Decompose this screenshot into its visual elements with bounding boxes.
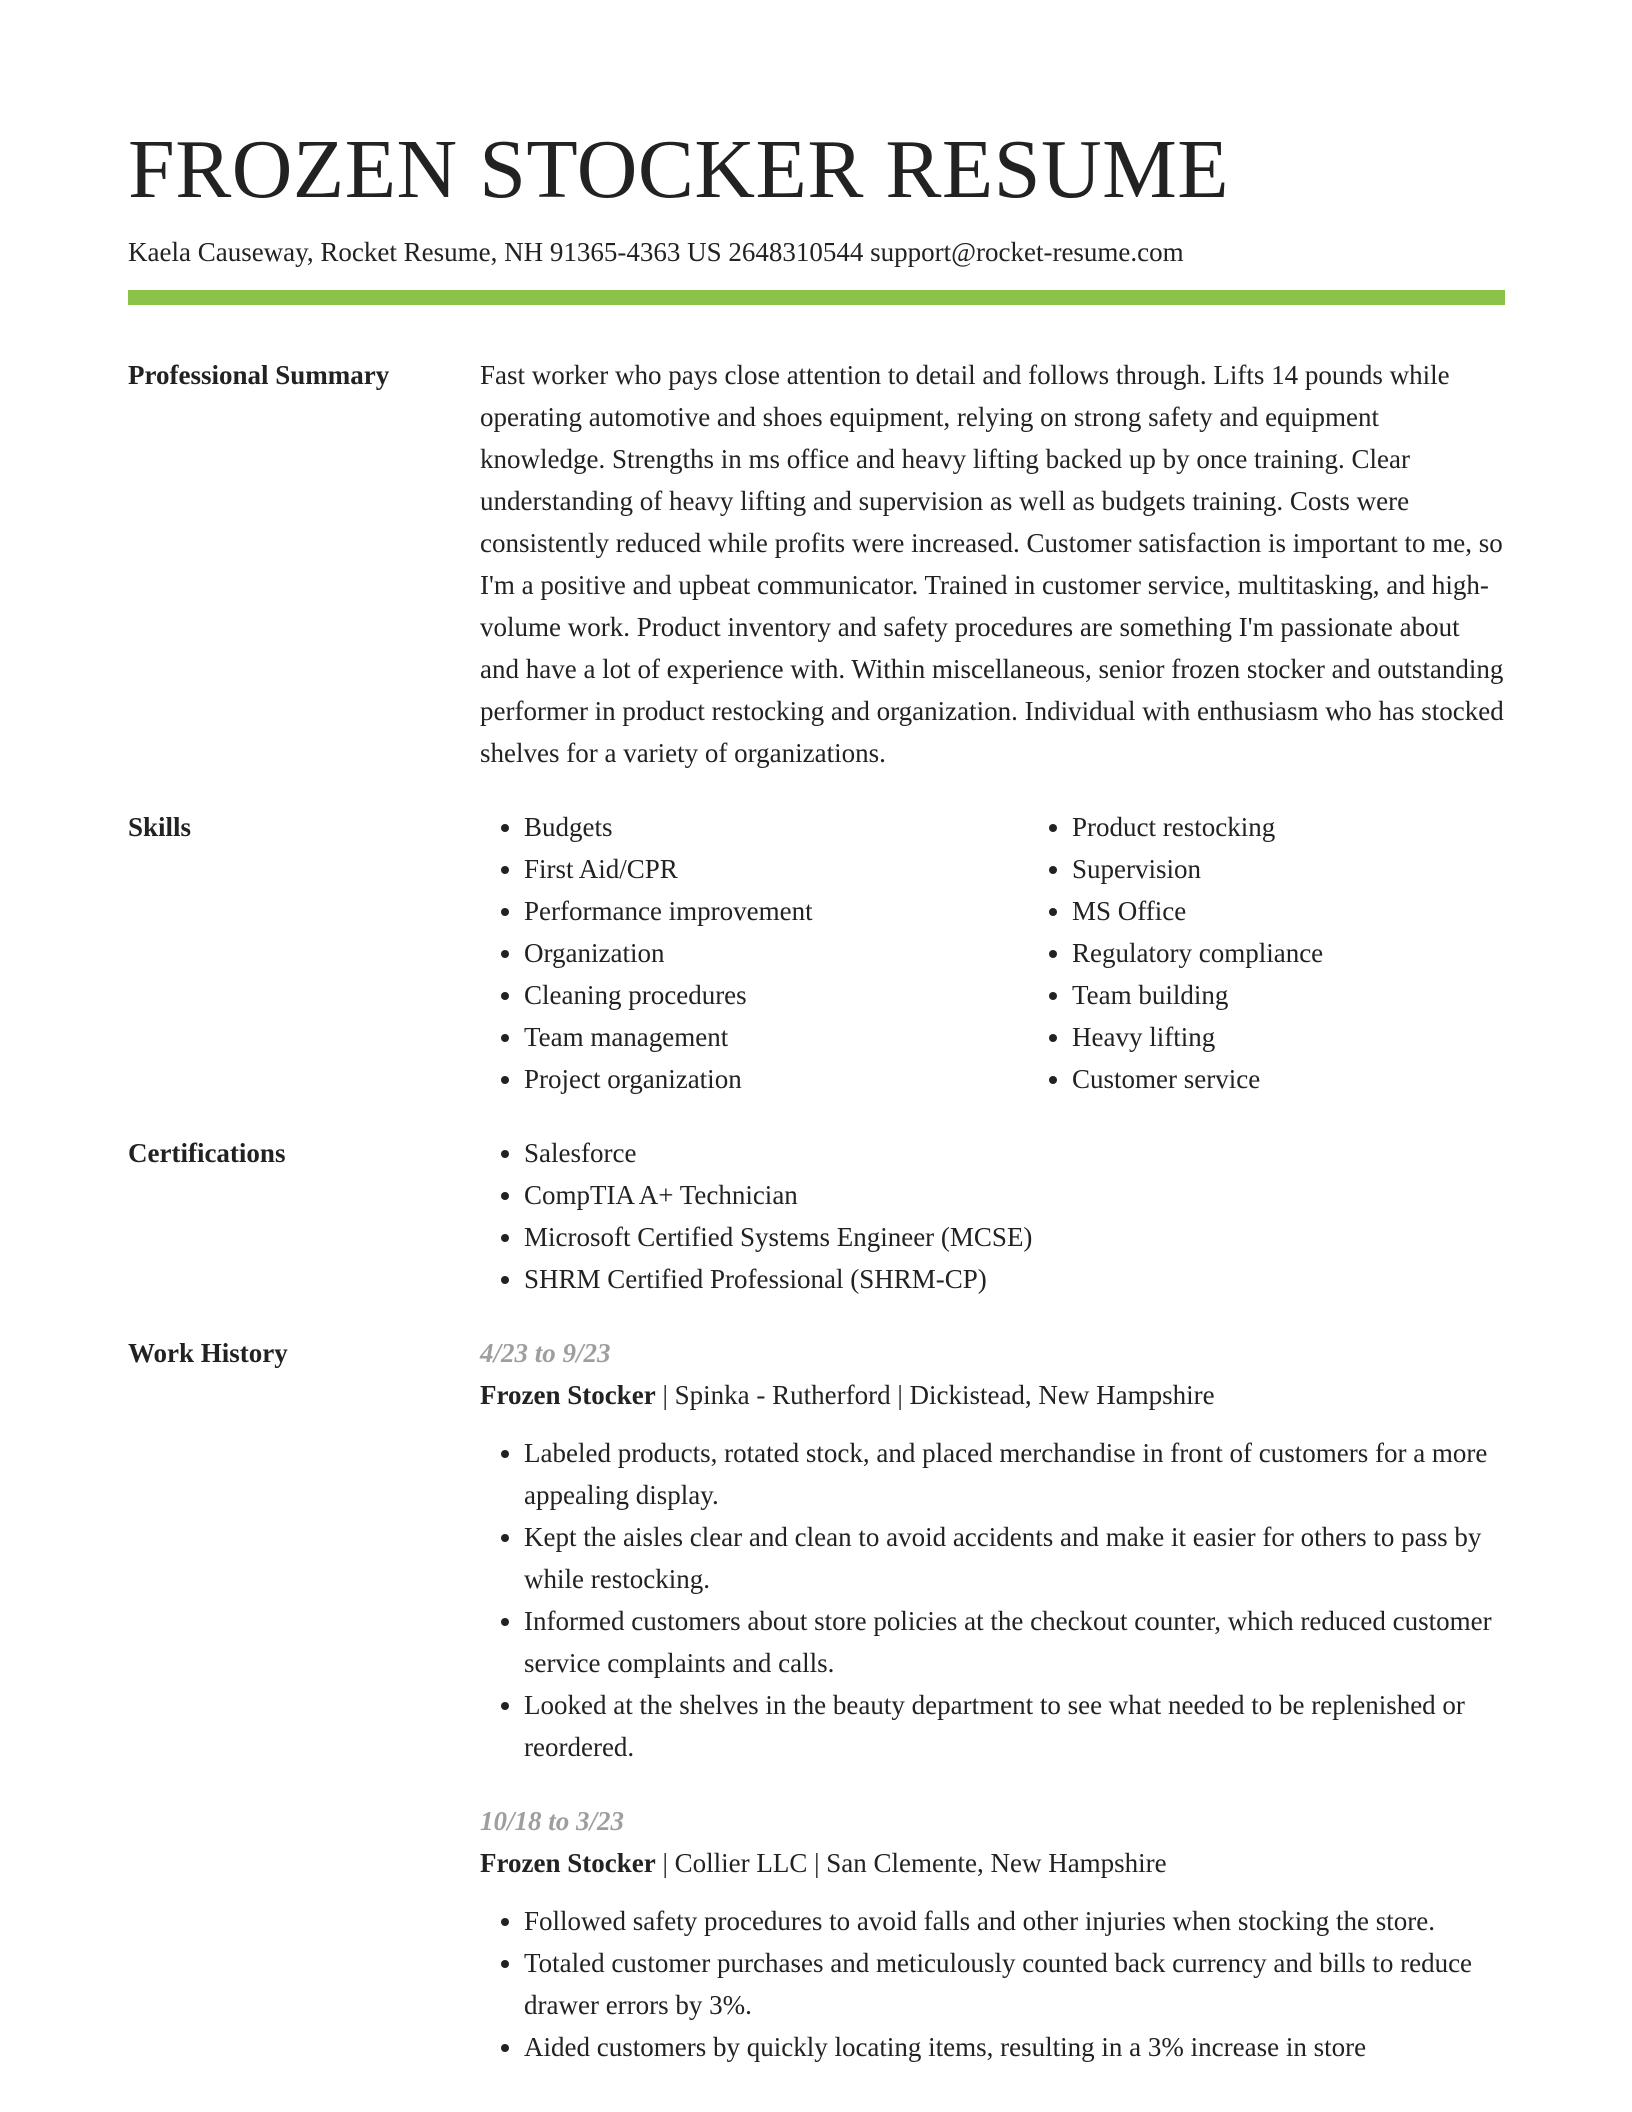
skill-item: • Team management (524, 1016, 1028, 1058)
skill-item: • Product restocking (1072, 806, 1549, 848)
skill-item: • Cleaning procedures (524, 974, 1028, 1016)
job-bullet: • Aided customers by quickly locating items, resulting in a 3% increase in store (524, 2026, 1505, 2068)
summary-label: Professional Summary (128, 360, 390, 390)
skill-item: • Team building (1072, 974, 1549, 1016)
work-history-section (128, 1332, 1505, 2068)
accent-divider (128, 290, 1505, 305)
certification-item: • Salesforce (524, 1132, 1505, 1174)
job-employer-location: | Collier LLC | San Clemente, New Hampshire (655, 1848, 1167, 1878)
skill-item: • Organization (524, 932, 1028, 974)
job-bullet: • Informed customers about store policies at the checkout counter, which reduced customer service complaints and calls. (524, 1600, 1505, 1684)
certifications-label: Certifications (128, 1138, 286, 1168)
skill-item: • Customer service (1072, 1058, 1549, 1100)
certifications-content (480, 1132, 1505, 1300)
work-history-content (480, 1332, 1505, 2068)
job-entry (480, 1800, 1505, 2068)
job-bullets (480, 1432, 1505, 1768)
resume-title: FROZEN STOCKER RESUME (128, 123, 1230, 216)
job-bullet: • Followed safety procedures to avoid falls and other injuries when stocking the store. (524, 1900, 1505, 1942)
job-heading (480, 1842, 1505, 1884)
certifications-section (128, 1132, 1505, 1300)
summary-content (480, 354, 1505, 774)
job-dates: 4/23 to 9/23 (480, 1338, 611, 1368)
work-history-label: Work History (128, 1338, 288, 1368)
skills-list-left (480, 806, 1028, 1100)
skill-item: • Regulatory compliance (1072, 932, 1549, 974)
skills-content (480, 806, 1505, 1100)
certifications-list (480, 1132, 1505, 1300)
job-title: Frozen Stocker (480, 1380, 656, 1410)
skill-item: • Supervision (1072, 848, 1549, 890)
skills-list-right (1028, 806, 1549, 1100)
job-entry (480, 1332, 1505, 1768)
job-heading (480, 1374, 1505, 1416)
job-title: Frozen Stocker (480, 1848, 656, 1878)
skill-item: • Heavy lifting (1072, 1016, 1549, 1058)
resume-page (128, 0, 1505, 2068)
skills-section (128, 806, 1505, 1100)
certification-item: • Microsoft Certified Systems Engineer (MCSE) (524, 1216, 1505, 1258)
skill-item: • First Aid/CPR (524, 848, 1028, 890)
skills-label: Skills (128, 812, 192, 842)
skill-item: • MS Office (1072, 890, 1549, 932)
certification-item: • CompTIA A+ Technician (524, 1174, 1505, 1216)
contact-line: Kaela Causeway, Rocket Resume, NH 91365-4363 US 2648310544 support@rocket-resume.com (128, 237, 1184, 267)
skill-item: • Budgets (524, 806, 1028, 848)
job-employer-location: | Spinka - Rutherford | Dickistead, New Hampshire (655, 1380, 1215, 1410)
summary-text: Fast worker who pays close attention to detail and follows through. Lifts 14 pounds while operating automotive and shoes equipment, relying on strong safety and equipment knowledge. Strengths in ms office and heavy lifting backed up by once training. Clear understanding of heavy lifting and supervision as well as budgets training. Costs were consistently reduced while profits were increased. Customer satisfaction is important to me, so I'm a positive and upbeat communicator. Trained in customer service, multitasking, and high-volume work. Product inventory and safety procedures are something I'm passionate about and have a lot of experience with. Within miscellaneous, senior frozen stocker and outstanding performer in product restocking and organization. Individual with enthusiasm who has stocked shelves for a variety of organizations. (480, 360, 1504, 768)
job-bullet: • Labeled products, rotated stock, and placed merchandise in front of customers for a more appealing display. (524, 1432, 1505, 1516)
certification-item: • SHRM Certified Professional (SHRM-CP) (524, 1258, 1505, 1300)
skill-item: • Project organization (524, 1058, 1028, 1100)
skill-item: • Performance improvement (524, 890, 1028, 932)
job-bullet: • Kept the aisles clear and clean to avoid accidents and make it easier for others to pass by while restocking. (524, 1516, 1505, 1600)
job-bullet: • Totaled customer purchases and meticulously counted back currency and bills to reduce drawer errors by 3%. (524, 1942, 1505, 2026)
job-bullets (480, 1900, 1505, 2068)
job-bullet: • Looked at the shelves in the beauty department to see what needed to be replenished or reordered. (524, 1684, 1505, 1768)
job-dates: 10/18 to 3/23 (480, 1806, 625, 1836)
summary-section (128, 354, 1505, 774)
